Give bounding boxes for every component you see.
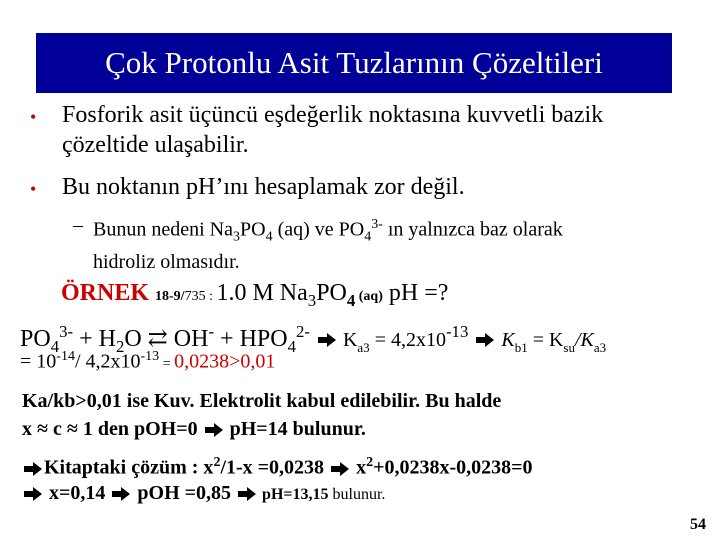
sub-bullet-dash: – <box>73 214 83 236</box>
bullet-2-text: Bu noktanın pH’ını hesaplamak zor değil. <box>62 174 465 200</box>
book-solution-line-2: x=0,14 pOH =0,85 pH=13,15 bulunur. <box>22 482 385 505</box>
equilibrium-equation: $PO_4^{3-} + H_2O$ ⇄ $OH^- + HPO_4^{2-}$ $K_{a3} = 4,2x10^{-13}$ $K_{b1} = K_{su}/K_{a3}$ <box>20 322 607 356</box>
right-arrow-icon <box>238 487 256 501</box>
example-line: ÖRNEK 18-9/735 : 1.0 M $Na_3PO_4$ (aq) pH =? <box>61 280 449 310</box>
sub-bullet <box>73 213 633 274</box>
right-arrow-icon <box>331 462 349 476</box>
conclusion-line-1: Ka/kb>0,01 ise Kuv. Elektrolit kabul edilebilir. Bu halde <box>22 390 502 412</box>
bullet-dot: • <box>30 107 37 127</box>
right-arrow-icon <box>318 333 336 347</box>
page-number: 54 <box>690 516 706 533</box>
book-solution-line-1: Kitaptaki çözüm : $x^2/1-x =0,0238$ $x^2+0,0238x-0,0238=0$ <box>22 455 533 480</box>
right-arrow-icon <box>24 462 42 476</box>
example-ref: 18-9/735 <box>155 289 206 304</box>
conclusion-line-2: x ≈ c ≈ 1 den pOH=0 pH=14 bulunur. <box>22 418 366 440</box>
slide-title: Çok Protonlu Asit Tuzlarının Çözeltileri <box>105 45 603 80</box>
sub-bullet-text: Bunun nedeni $Na_3PO_4$ (aq) ve $PO_4^{3-}$ ın yalnızca baz olarak hidroliz olmasıdır. <box>93 217 563 273</box>
bullet-dot: • <box>30 179 37 199</box>
title-bar <box>36 33 672 93</box>
right-arrow-icon <box>476 333 494 347</box>
example-question: 1.0 M $Na_3PO_4$ (aq) pH =? <box>216 280 449 310</box>
bullet-2 <box>30 172 682 204</box>
bullet-1 <box>30 100 682 160</box>
ratio-result: 0,0238>0,01 <box>174 350 276 373</box>
right-arrow-icon <box>24 487 42 501</box>
calculation-line: = $10^{-14}/$ $4,2x10^{-13} = 0,0238>0,01$ <box>20 349 276 373</box>
example-label: ÖRNEK <box>61 280 150 306</box>
right-arrow-icon <box>112 487 130 501</box>
bullet-1-text: Fosforik asit üçüncü eşdeğerlik noktasına kuvvetli bazik çözeltide ulaşabilir. <box>62 102 604 158</box>
right-arrow-icon <box>205 423 223 437</box>
